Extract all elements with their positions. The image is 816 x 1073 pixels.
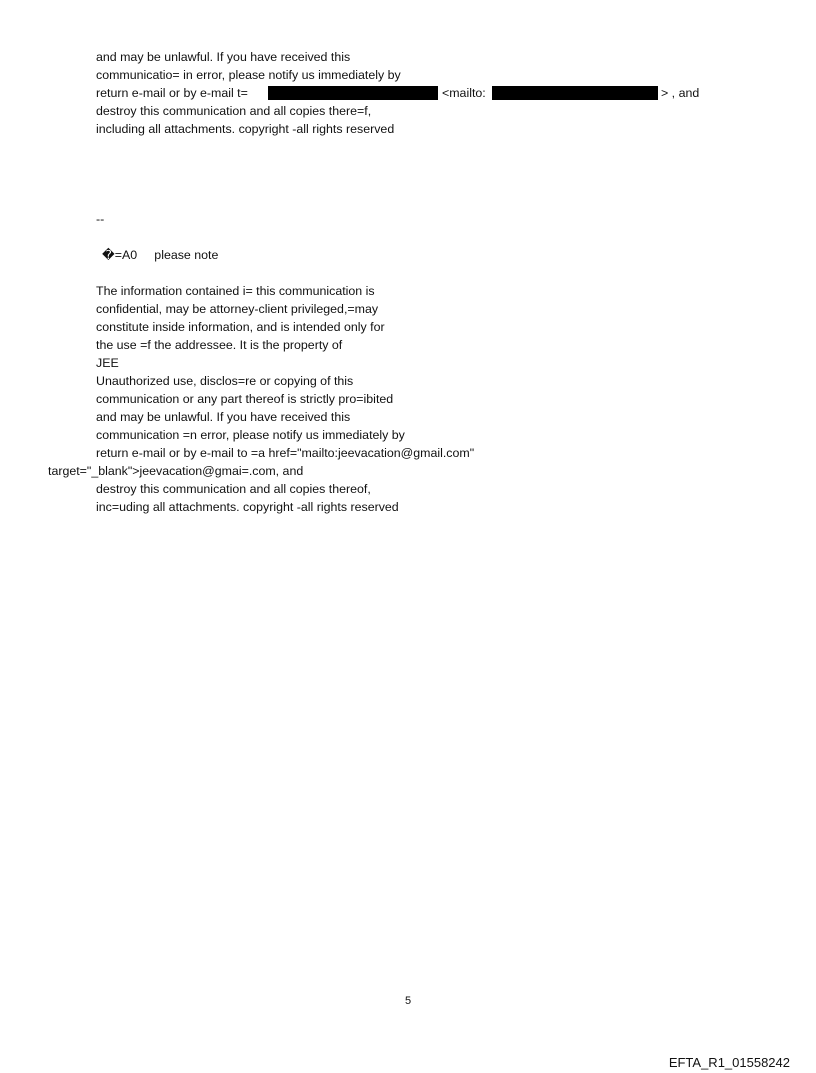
text-fragment: return e-mail or by e-mail t= xyxy=(96,86,248,100)
text-line: constitute inside information, and is intended only for xyxy=(96,320,385,334)
text-line: communication =n error, please notify us immediately by xyxy=(96,428,405,442)
text-line: including all attachments. copyright -all rights reserved xyxy=(96,122,395,136)
text-line: destroy this communication and all copies thereof, xyxy=(96,482,371,496)
text-line: confidential, may be attorney-client privileged,=may xyxy=(96,302,379,316)
text-line: and may be unlawful. If you have received this xyxy=(96,50,351,64)
text-line: Unauthorized use, disclos=re or copying of this xyxy=(96,374,354,388)
text-line: communication or any part thereof is strictly pro=ibited xyxy=(96,392,394,406)
text-line: inc=uding all attachments. copyright -all rights reserved xyxy=(96,500,399,514)
text-fragment: <mailto: xyxy=(442,86,486,100)
text-fragment: > , and xyxy=(661,86,700,100)
outdented-text-line: target="_blank">jeevacation@gmai=.com, and xyxy=(48,464,304,478)
document-id: EFTA_R1_01558242 xyxy=(668,1055,790,1070)
text-line: destroy this communication and all copies there=f, xyxy=(96,104,372,118)
text-line: JEE xyxy=(96,356,119,370)
page-number: 5 xyxy=(404,995,412,1007)
redaction-bar xyxy=(268,86,438,100)
text-line: return e-mail or by e-mail to =a href="mailto:jeevacation@gmail.com" xyxy=(96,446,475,460)
note-line: �=A0 please note xyxy=(102,248,219,262)
text-line: The information contained i= this communication is xyxy=(96,284,375,298)
text-line: communicatio= in error, please notify us immediately by xyxy=(96,68,401,82)
text-line: and may be unlawful. If you have received this xyxy=(96,410,351,424)
text-line: the use =f the addressee. It is the property of xyxy=(96,338,343,352)
redaction-bar xyxy=(492,86,658,100)
text-line-with-redactions xyxy=(96,84,700,102)
separator: -- xyxy=(96,212,105,226)
